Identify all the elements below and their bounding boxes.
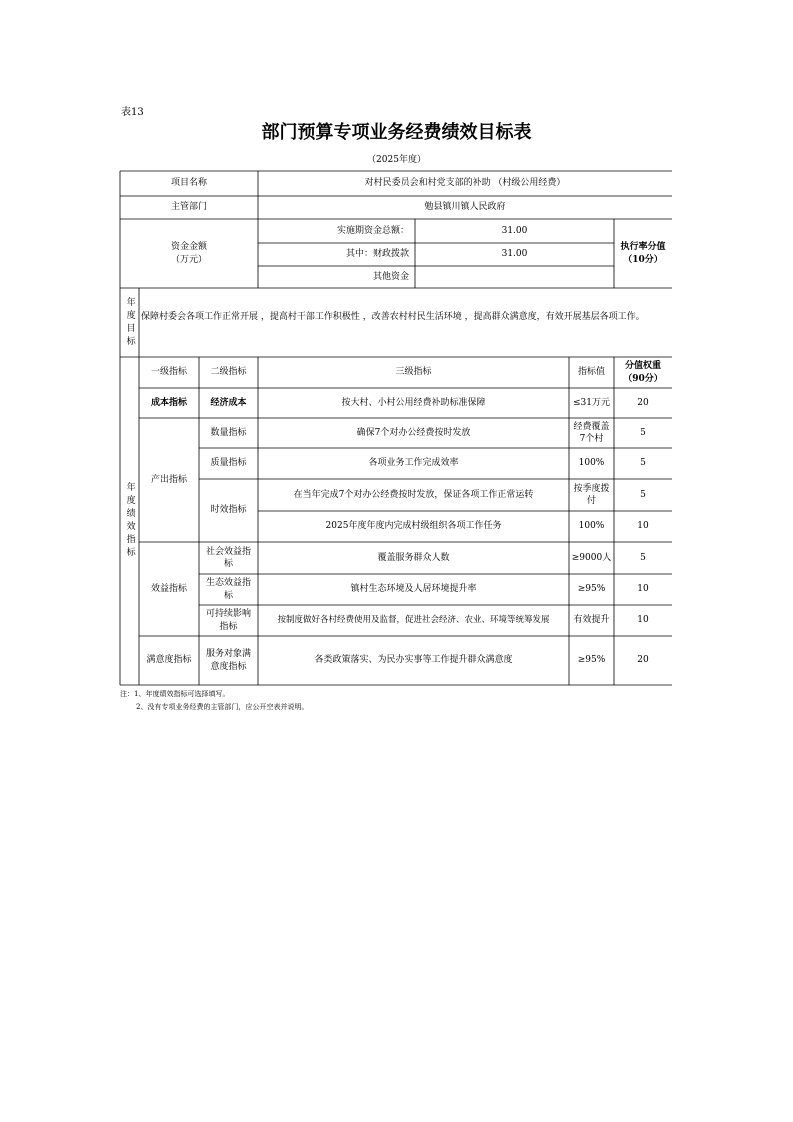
header-level3: 三级指标 (395, 367, 432, 378)
timeliness-label: 时效指标 (210, 505, 247, 516)
project-name-value: 对村民委员会和村党支部的补助 （村级公用经费） (364, 178, 566, 189)
cost-value: ≤31万元 (573, 397, 610, 408)
timeliness1-text: 在当年完成7个对办公经费按时发放，保证各项工作正常运转 (293, 489, 534, 500)
annual-goal-label (120, 288, 139, 357)
cost-weight: 20 (637, 397, 649, 408)
timeliness1-value: 按季度拨付 (573, 483, 610, 506)
fiscal-funds-label: 其中：财政拨款 (345, 249, 409, 260)
budget-year: （2025年度） (367, 155, 426, 165)
annual-goal-text: 保障村委会各项工作正常开展 ，提高村干部工作积极性 ，改善农村村民生活环境 ，提高群众满意度，有效开展基层各项工作。 (141, 312, 645, 322)
timeliness1-weight: 5 (640, 489, 646, 500)
funds-label (120, 219, 258, 288)
header-level1: 一级指标 (150, 367, 187, 378)
sustainability-weight: 10 (637, 615, 649, 626)
quantity-text: 确保7个对办公经费按时发放 (356, 427, 471, 438)
ecological-value: ≥95% (577, 584, 606, 595)
social-label: 社会效益指标 (205, 546, 251, 569)
benefit-level1: 效益指标 (150, 583, 187, 594)
sustainability-value: 有效提升 (573, 615, 610, 626)
table-number: 表13 (121, 107, 144, 118)
satisfaction-level3: 各类政策落实、为民办实事等工作提升群众满意度 (314, 655, 513, 666)
other-funds-label: 其他资金 (372, 271, 409, 282)
social-value: ≥9000人 (571, 552, 612, 563)
header-level2: 二级指标 (210, 367, 247, 378)
timeliness2-weight: 10 (637, 521, 649, 532)
ecological-label: 生态效益指标 (205, 578, 251, 601)
funds-label-line1: 资金金额 (170, 242, 207, 253)
satisfaction-value: ≥95% (577, 655, 606, 666)
indicators-section-text: 年度绩效指标 (124, 482, 135, 560)
ecological-weight: 10 (637, 584, 649, 595)
footnote-1: 注：1、年度绩效指标可选择填写。 (120, 690, 230, 698)
cost-level3: 按大村、小村公用经费补助标准保障 (341, 397, 486, 408)
quality-value: 100% (578, 458, 605, 469)
header-weight-line1: 分值权重 (624, 361, 661, 372)
output-level1: 产出指标 (150, 474, 187, 485)
satisfaction-weight: 20 (637, 655, 649, 666)
header-weight-line2: （90分） (623, 373, 663, 384)
total-funds-label: 实施期资金总额： (336, 225, 409, 236)
quantity-weight: 5 (640, 427, 646, 438)
total-funds-value: 31.00 (501, 225, 528, 236)
quality-weight: 5 (640, 458, 646, 469)
timeliness2-value: 100% (578, 521, 605, 532)
satisfaction-level2: 服务对象满意度指标 (205, 649, 251, 672)
cost-level1: 成本指标 (150, 397, 187, 408)
ecological-text: 镇村生态环境及人居环境提升率 (350, 584, 477, 595)
quality-text: 各项业务工作完成效率 (368, 458, 459, 469)
header-weight (614, 357, 672, 388)
quality-label: 质量指标 (210, 458, 247, 469)
funds-label-line2: （万元） (170, 254, 207, 265)
quantity-label: 数量指标 (210, 427, 247, 438)
execution-rate-score (614, 219, 672, 288)
indicators-section-label (120, 357, 139, 685)
satisfaction-level1: 满意度指标 (146, 655, 192, 666)
footnote-2: 2、没有专项业务经费的主管部门，应公开空表并说明。 (136, 703, 309, 711)
exec-label-line1: 执行率分值 (620, 242, 666, 253)
annual-goal-label-text: 年度目标 (124, 296, 135, 349)
project-name-label: 项目名称 (170, 178, 207, 189)
timeliness2-text: 2025年度年度内完成村级组织各项工作任务 (325, 521, 502, 532)
department-value: 勉县镇川镇人民政府 (424, 202, 506, 213)
other-funds-value (415, 266, 614, 288)
social-weight: 5 (640, 552, 646, 563)
page-title: 部门预算专项业务经费绩效目标表 (261, 122, 532, 143)
header-value: 指标值 (577, 367, 605, 378)
cost-level2: 经济成本 (210, 397, 247, 408)
social-text: 覆盖服务群众人数 (377, 552, 450, 563)
sustainability-label: 可持续影响指标 (205, 609, 251, 632)
fiscal-funds-value: 31.00 (501, 249, 528, 260)
exec-label-line2: （10分） (623, 254, 663, 265)
department-label: 主管部门 (170, 202, 207, 213)
sustainability-text: 按制度做好各村经费使用及监督，促进社会经济、农业、环境等统筹发展 (277, 614, 550, 625)
quantity-value: 经费覆盖7个村 (573, 421, 610, 444)
